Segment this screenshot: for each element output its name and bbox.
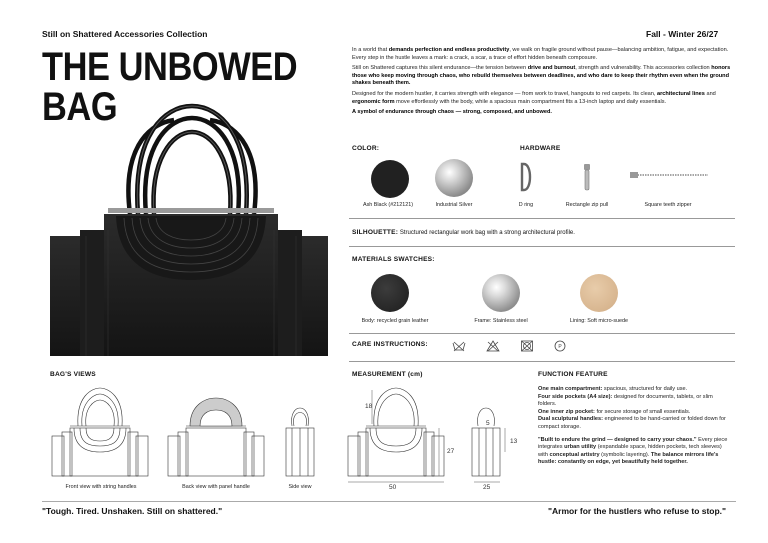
- view-label-back: Back view with panel handle: [182, 484, 250, 490]
- zip-pull-icon: [581, 163, 593, 193]
- divider: [349, 333, 735, 334]
- front-view-drawing: [50, 386, 150, 478]
- hardware-label-zip-pull: Rectangle zip pull: [565, 202, 609, 208]
- color-label-industrial-silver: Industrial Silver: [435, 202, 473, 208]
- do-not-tumble-dry-icon: [520, 340, 534, 352]
- function-text: One main compartment: spacious, structured for daily use. Four side pockets (A4 size): designed for documents, tablets, or slim folders. One inner zip pocket: for secure storage of small essentials. Dual sculptural handles: engineered to be hand-carried or folded down for compact storage. "Built to endure the grind — designed to carry your chaos." Every piece integrates urban utility (expandable space, hidden pockets, tech sleeves) with conceptual artistry (symbolic layering). The balance mirrors life's hustle: constantly on edge, yet beautifully held together.: [538, 386, 728, 466]
- bag-main-image: [46, 96, 332, 360]
- season-label: Fall - Winter 26/27: [646, 29, 719, 39]
- color-swatch-industrial-silver: [435, 159, 473, 197]
- material-swatch-steel: [482, 274, 520, 312]
- dim-side-height: 13: [510, 438, 518, 445]
- footer-quote-right: "Armor for the hustlers who refuse to stop.": [548, 506, 727, 516]
- svg-text:P: P: [558, 344, 562, 350]
- divider: [349, 246, 735, 247]
- professional-clean-icon: [553, 340, 567, 352]
- measurement-heading: MEASUREMENT (cm): [352, 371, 423, 378]
- dim-total-height: 27: [447, 448, 455, 455]
- side-view-drawing: [282, 386, 318, 478]
- view-label-front: Front view with string handles: [65, 484, 137, 490]
- collection-name: Still on Shattered Accessories Collection: [42, 29, 208, 39]
- view-label-side: Side view: [288, 484, 312, 490]
- hardware-heading: HARDWARE: [520, 145, 561, 152]
- measurement-side-drawing: [470, 386, 510, 490]
- back-view-drawing: [166, 386, 266, 478]
- silhouette-row: [352, 229, 575, 236]
- do-not-wash-icon: [452, 340, 466, 352]
- divider: [349, 218, 735, 219]
- material-label-leather: Body: recycled grain leather: [361, 318, 429, 324]
- measurement-front-drawing: [344, 386, 446, 490]
- material-swatch-leather: [371, 274, 409, 312]
- function-heading: FUNCTION FEATURE: [538, 371, 608, 378]
- do-not-bleach-icon: [486, 340, 500, 352]
- material-swatch-suede: [580, 274, 618, 312]
- silhouette-text: Structured rectangular work bag with a strong architectural profile.: [399, 230, 575, 236]
- material-label-steel: Frame: Stainless steel: [474, 318, 528, 324]
- dim-side-handle: 5: [486, 420, 490, 427]
- material-label-suede: Lining: Soft micro-suede: [569, 318, 629, 324]
- dim-width: 50: [389, 484, 397, 491]
- zipper-icon: [628, 170, 710, 180]
- color-swatch-ash-black: [371, 160, 409, 198]
- d-ring-icon: [518, 162, 534, 192]
- materials-heading: MATERIALS SWATCHES:: [352, 256, 435, 263]
- footer-divider: [42, 501, 736, 502]
- color-label-ash-black: Ash Black (#212121): [362, 202, 414, 208]
- silhouette-heading: SILHOUETTE:: [352, 229, 399, 236]
- care-heading: CARE INSTRUCTIONS:: [352, 341, 428, 348]
- footer-quote-left: "Tough. Tired. Unshaken. Still on shattered.": [42, 506, 223, 516]
- divider: [349, 361, 735, 362]
- dim-depth: 25: [483, 484, 491, 491]
- hardware-label-d-ring: D ring: [518, 202, 534, 208]
- page-title: THE UNBOWED BAG: [42, 45, 298, 129]
- dim-handle-height: 18: [365, 403, 373, 410]
- hardware-label-zipper: Square teeth zipper: [644, 202, 692, 208]
- color-heading: COLOR:: [352, 145, 380, 152]
- views-heading: BAG'S VIEWS: [50, 371, 96, 378]
- intro-text: In a world that demands perfection and endless productivity, we walk on fragile ground without pause—balancing ambition, fatigue, and expectation. Every step in the hustle leaves a mark: a crack, a scar, a trace of effort hidden beneath composure. Still on Shattered captures this silent endurance—the tension between drive and burnout, strength and vulnerability. This accessories collection honors those who keep moving through chaos, who rebuild themselves between deadlines, and who dare to keep their rhythm even when the ground shakes beneath them. Designed for the modern hustler, it carries strength with elegance — from work to travel, hangouts to red carpets. Its clean, architectural lines and ergonomic form move effortlessly with the body, while a spacious main compartment fits a 13-inch laptop and daily essentials. A symbol of endurance through chaos — strong, composed, and unbowed.: [352, 47, 731, 116]
